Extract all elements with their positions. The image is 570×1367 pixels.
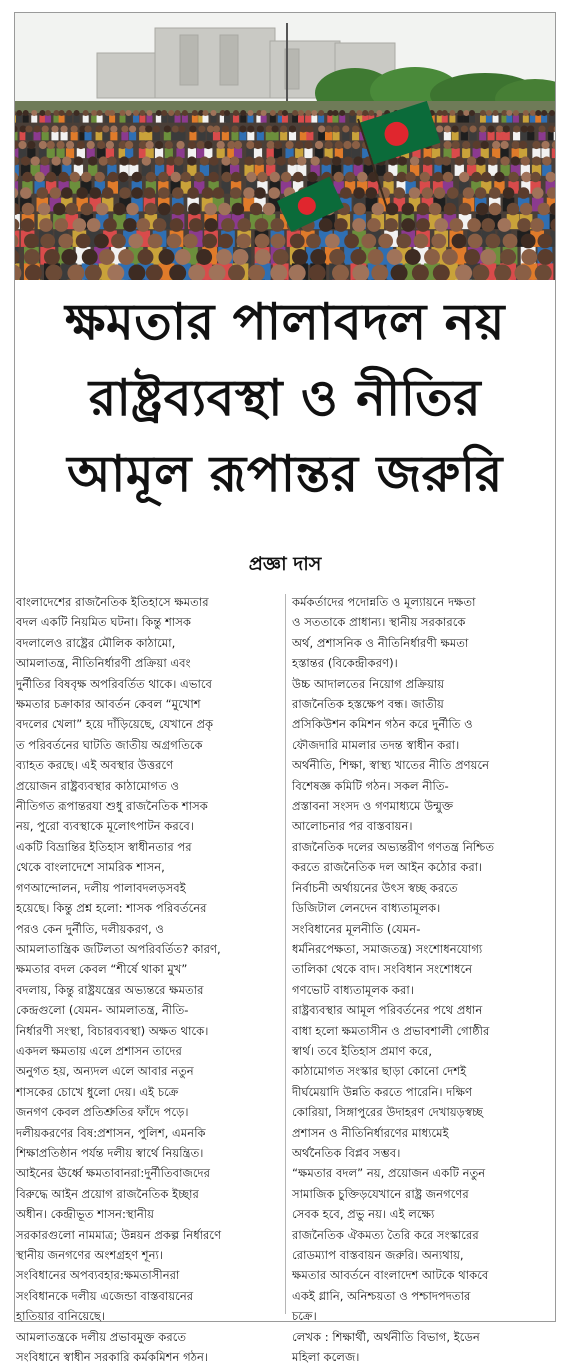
right-column-line: অর্থ, প্রশাসনিক ও নীতিনির্ধারণী ক্ষমতা bbox=[292, 633, 559, 653]
left-column-line: শাসকের চোখে ধুলো দেয়। এই চক্রে bbox=[16, 1082, 283, 1102]
left-column-line: সংবিধানের অপব্যবহার:ক্ষমতাসীনরা bbox=[16, 1265, 283, 1285]
left-column-line: আমলাতন্ত্রকে দলীয় প্রভাবমুক্ত করতে bbox=[16, 1327, 283, 1347]
left-column-line: আমলাতান্ত্রিক জটিলতা অপরিবর্তিত? কারণ, bbox=[16, 939, 283, 959]
left-column-line: স্থানীয় জনগণের অংশগ্রহণ শূন্য। bbox=[16, 1245, 283, 1265]
left-column-line: পরও কেন দুর্নীতি, দলীয়করণ, ও bbox=[16, 919, 283, 939]
left-column-line: নীতিগত রূপান্তরযা শুধু রাজনৈতিক শাসক bbox=[16, 796, 283, 816]
right-column-line: মহিলা কলেজ। bbox=[292, 1347, 559, 1367]
right-column-line: রোডম্যাপ বাস্তবায়ন জরুরি। অন্যথায়, bbox=[292, 1245, 559, 1265]
author-byline: প্রজ্ঞা দাস bbox=[15, 550, 555, 582]
left-column-line: বদলায়, কিন্তু রাষ্ট্রযন্ত্রের অভ্যন্তরে ক্ষমতার bbox=[16, 980, 283, 1000]
crowd-photo-illustration bbox=[15, 13, 555, 280]
right-column-line: ধর্মনিরপেক্ষতা, সমাজতন্ত্র) সংশোধনযোগ্য bbox=[292, 939, 559, 959]
right-column-line: অর্থনীতি, শিক্ষা, স্বাস্থ্য খাতের নীতি প্রণয়নে bbox=[292, 755, 559, 775]
left-column-line: দুর্নীতির বিষবৃক্ষ অপরিবর্তিত থাকে। এভাবে bbox=[16, 674, 283, 694]
right-column-line: সংবিধানের মূলনীতি (যেমন- bbox=[292, 919, 559, 939]
right-column-line: তালিকা থেকে বাদ। সংবিধান সংশোধনে bbox=[292, 959, 559, 979]
right-column-line: কর্মকর্তাদের পদোন্নতি ও মূল্যায়নে দক্ষতা bbox=[292, 592, 559, 612]
right-column-line: সামাজিক চুক্তিড়যেখানে রাষ্ট্র জনগণের bbox=[292, 1184, 559, 1204]
left-column-line: জনগণ কেবল প্রতিশ্রুতির ফাঁদে পড়ে। bbox=[16, 1102, 283, 1122]
left-column-line: সরকারগুলো নামমাত্র; উন্নয়ন প্রকল্প নির্ধারণে bbox=[16, 1225, 283, 1245]
right-column-line: প্রশাসন ও নীতিনির্ধারণের মাধ্যমেই bbox=[292, 1123, 559, 1143]
right-column-line: কোরিয়া, সিঙ্গাপুরের উদাহরণ দেখায়ড়স্বচ্ছ bbox=[292, 1102, 559, 1122]
right-column-line: হস্তান্তর (বিকেন্দ্রীকরণ)। bbox=[292, 653, 559, 673]
right-column-line: রাজনৈতিক ঐকমত্য তৈরি করে সংস্কারের bbox=[292, 1225, 559, 1245]
headline-line-3: আমূল রূপান্তর জরুরি bbox=[15, 436, 555, 512]
left-column-line: ক্ষমতার বদল কেবল “শীর্ষে থাকা মুখ” bbox=[16, 959, 283, 979]
left-column-line: বাংলাদেশের রাজনৈতিক ইতিহাসে ক্ষমতার bbox=[16, 592, 283, 612]
left-column-line: সংবিধানে স্বাধীন সরকারি কর্মকমিশন গঠন। bbox=[16, 1347, 283, 1367]
article-left-column bbox=[16, 592, 283, 1367]
left-column-line: বদলের খেলা” হয়ে দাঁড়িয়েছে, যেখানে প্রকৃ bbox=[16, 714, 283, 734]
left-column-line: নির্ধারণী সংস্থা, বিচারব্যবস্থা) অক্ষত থাকে। bbox=[16, 1021, 283, 1041]
right-column-line: নির্বাচনী অর্থায়নের উৎস স্বচ্ছ করতে bbox=[292, 878, 559, 898]
right-column-line: রাজনৈতিক দলের অভ্যন্তরীণ গণতন্ত্র নিশ্চিত bbox=[292, 837, 559, 857]
left-column-line: অধীন। কেন্দ্রীভূত শাসন:স্থানীয় bbox=[16, 1204, 283, 1224]
article-right-column bbox=[292, 592, 559, 1367]
article-headline bbox=[15, 284, 555, 512]
left-column-line: সংবিধানকে দলীয় এজেন্ডা বাস্তবায়নের bbox=[16, 1286, 283, 1306]
right-column-line: উচ্চ আদালতের নিয়োগ প্রক্রিয়ায় bbox=[292, 674, 559, 694]
right-column-line: রাজনৈতিক হস্তক্ষেপ বন্ধ। জাতীয় bbox=[292, 694, 559, 714]
left-column-line: কেন্দ্রগুলো (যেমন- আমলাতন্ত্র, নীতি- bbox=[16, 1000, 283, 1020]
left-column-line: বিরুদ্ধে আইন প্রয়োগ রাজনৈতিক ইচ্ছার bbox=[16, 1184, 283, 1204]
right-column-line: আলোচনার পর বাস্তবায়ন। bbox=[292, 816, 559, 836]
left-column-line: ব্যাহত করছে। এই অবস্থার উত্তরণে bbox=[16, 755, 283, 775]
right-column-line: দীর্ঘমেয়াদি উন্নতি করতে পারেনি। দক্ষিণ bbox=[292, 1082, 559, 1102]
left-column-line: ত পরিবর্তনের ঘাটতি জাতীয় অগ্রগতিকে bbox=[16, 735, 283, 755]
right-column-line: ফৌজদারি মামলার তদন্ত স্বাধীন করা। bbox=[292, 735, 559, 755]
left-column-line: ক্ষমতার চক্রাকার আবর্তন কেবল “মুখোশ bbox=[16, 694, 283, 714]
left-column-line: একদল ক্ষমতায় এলে প্রশাসন তাদের bbox=[16, 1041, 283, 1061]
right-column-line: অর্থনৈতিক বিপ্লব সম্ভব। bbox=[292, 1143, 559, 1163]
right-column-line: লেখক : শিক্ষার্থী, অর্থনীতি বিভাগ, ইডেন bbox=[292, 1327, 559, 1347]
left-column-line: আমলাতন্ত্র, নীতিনির্ধারণী প্রক্রিয়া এবং bbox=[16, 653, 283, 673]
right-column-line: চক্রে। bbox=[292, 1306, 559, 1326]
right-column-line: বিশেষজ্ঞ কমিটি গঠন। সকল নীতি- bbox=[292, 776, 559, 796]
left-column-line: প্রয়োজন রাষ্ট্রব্যবস্থার কাঠামোগত ও bbox=[16, 776, 283, 796]
left-column-line: আইনের ঊর্ধ্বে ক্ষমতাবানরা:দুর্নীতিবাজদের bbox=[16, 1163, 283, 1183]
right-column-line: স্বার্থ। তবে ইতিহাস প্রমাণ করে, bbox=[292, 1041, 559, 1061]
right-column-line: ডিজিটাল লেনদেন বাধ্যতামূলক। bbox=[292, 898, 559, 918]
right-column-line: ক্ষমতার আবর্তনে বাংলাদেশ আটকে থাকবে bbox=[292, 1265, 559, 1285]
left-column-line: অনুগত হয়, অন্যদল এলে আবার নতুন bbox=[16, 1061, 283, 1081]
right-column-line: ও সততাকে প্রাধান্য। স্থানীয় সরকারকে bbox=[292, 612, 559, 632]
right-column-line: রাষ্ট্রব্যবস্থার আমূল পরিবর্তনের পথে প্রধান bbox=[292, 1000, 559, 1020]
article-photo bbox=[15, 13, 555, 280]
right-column-line: করতে রাজনৈতিক দল আইন কঠোর করা। bbox=[292, 857, 559, 877]
left-column-line: হয়েছে। কিন্তু প্রশ্ন হলো: শাসক পরিবর্তনের bbox=[16, 898, 283, 918]
right-column-line: “ক্ষমতার বদল” নয়, প্রয়োজন একটি নতুন bbox=[292, 1163, 559, 1183]
left-column-line: নয়, পুরো ব্যবস্থাকে মূলোৎপাটন করবে। bbox=[16, 816, 283, 836]
right-column-line: প্রসিকিউশন কমিশন গঠন করে দুর্নীতি ও bbox=[292, 714, 559, 734]
column-divider bbox=[285, 594, 286, 1314]
right-column-line: গণভোট বাধ্যতামূলক করা। bbox=[292, 980, 559, 1000]
right-column-line: কাঠামোগত সংস্কার ছাড়া কোনো দেশই bbox=[292, 1061, 559, 1081]
right-column-line: সেবক হবে, প্রভু নয়। এই লক্ষ্যে bbox=[292, 1204, 559, 1224]
right-column-line: বাধা হলো ক্ষমতাসীন ও প্রভাবশালী গোষ্ঠীর bbox=[292, 1021, 559, 1041]
right-column-line: প্রস্তাবনা সংসদ ও গণমাধ্যমে উন্মুক্ত bbox=[292, 796, 559, 816]
headline-line-2: রাষ্ট্রব্যবস্থা ও নীতির bbox=[15, 360, 555, 436]
left-column-line: দলীয়করণের বিষ:প্রশাসন, পুলিশ, এমনকি bbox=[16, 1123, 283, 1143]
right-column-line: একই গ্লানি, অনিশ্চয়তা ও পশ্চাদপদতার bbox=[292, 1286, 559, 1306]
left-column-line: একটি বিভ্রান্তির ইতিহাস স্বাধীনতার পর bbox=[16, 837, 283, 857]
left-column-line: গণআন্দোলন, দলীয় পালাবদলড়সবই bbox=[16, 878, 283, 898]
left-column-line: বদল একটি নিয়মিত ঘটনা। কিন্তু শাসক bbox=[16, 612, 283, 632]
left-column-line: শিক্ষাপ্রতিষ্ঠান পর্যন্ত দলীয় স্বার্থে নিয়ন্ত্রিত। bbox=[16, 1143, 283, 1163]
left-column-line: হাতিয়ার বানিয়েছে। bbox=[16, 1306, 283, 1326]
left-column-line: বদলালেও রাষ্ট্রের মৌলিক কাঠামো, bbox=[16, 633, 283, 653]
left-column-line: থেকে বাংলাদেশে সামরিক শাসন, bbox=[16, 857, 283, 877]
headline-line-1: ক্ষমতার পালাবদল নয় bbox=[15, 284, 555, 360]
